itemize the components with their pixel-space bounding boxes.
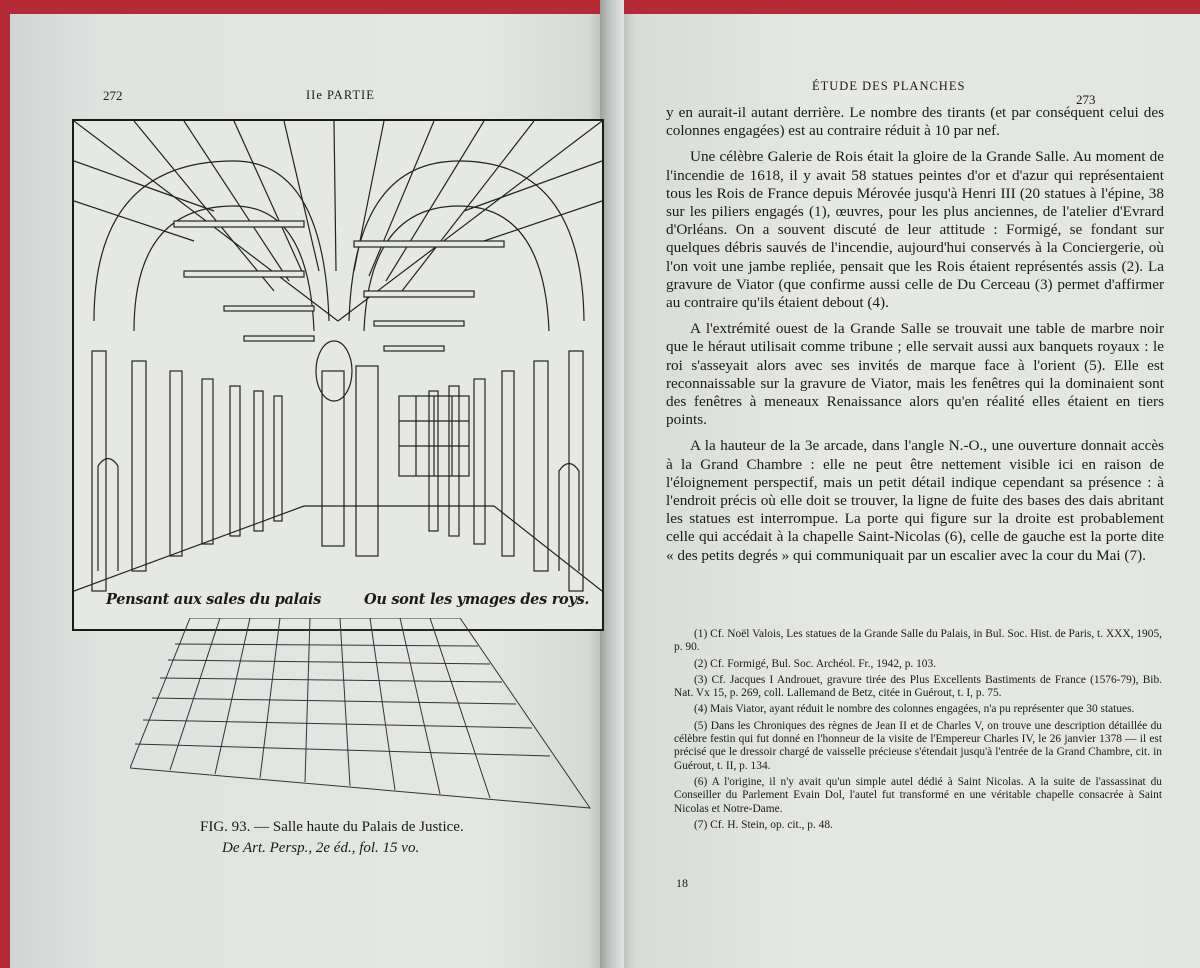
left-page (10, 14, 600, 968)
paragraph: A la hauteur de la 3e arcade, dans l'angle N.-O., une ouverture donnait accès à la Grand Chambre : elle ne peut être nettement visible ici en raison de l'éloignement perspectif, mais un petit détail indique cependant sa présence : à l'endroit précis où elle doit se trouver, la ligne de fuite des bases des dais abritant les statues est interrompue. La porte qui figure sur la droite est probablement celle qui accédait à la chapelle Saint-Nicolas (6), celle de gauche est la porte dite « des petits degrés » qui communiquait par un escalier avec la cour du Mai (7). (666, 437, 1164, 564)
paragraph: A l'extrémité ouest de la Grande Salle se trouvait une table de marbre noir que le héraut utilisait comme tribune ; elle servait aussi aux banquets royaux : le roi s'asseyait alors avec ses invités de marque face à l'orient (5). Elle est reconnaissable sur la gravure de Viator, mais les fenêtres qui la dominaient sont des fenêtres à meneaux Renaissance alors qu'en réalité elles étaient en tiers points. (666, 320, 1164, 429)
page-number-left: 272 (103, 88, 123, 103)
hall-engraving (74, 121, 602, 629)
figure-caption-line1: FIG. 93. — Salle haute du Palais de Justice. (200, 819, 464, 835)
paragraph: y en aurait-il autant derrière. Le nombre des tirants (et par conséquent celui des colonnes engagées) est au contraire réduit à 10 par nef. (666, 104, 1164, 140)
body-text (666, 104, 1164, 573)
woodcut-figure (72, 119, 604, 631)
running-head-right: ÉTUDE DES PLANCHES (812, 79, 966, 93)
banner-text-right: Ou sont les ymages des roys. (364, 591, 590, 608)
figure-caption-line2: De Art. Persp., 2e éd., fol. 15 vo. (222, 840, 420, 856)
footnote: (2) Cf. Formigé, Bul. Soc. Archéol. Fr., 1942, p. 103. (694, 657, 937, 670)
running-head-left: IIe PARTIE (306, 88, 375, 102)
right-page (624, 14, 1200, 968)
footnote: (5) Dans les Chroniques des règnes de Jean II et de Charles V, on trouve une description détaillée du célèbre festin qui fut donné en l'honneur de la visite de l'Empereur Charles IV, le 26 janvier 1378 — il est précisé que le dressoir chargé de vaisselle précieuse s'étendait jusqu'à l'entrée de la Grand Chambre, cit. in Guérout, t. II, p. 134. (674, 719, 1162, 772)
page-number-right: 273 (1076, 92, 1096, 107)
footnote: (7) Cf. H. Stein, op. cit., p. 48. (694, 818, 833, 831)
paragraph: Une célèbre Galerie de Rois était la gloire de la Grande Salle. Au moment de l'incendie de 1618, il y avait 58 statues peintes d'or et d'azur qui représentaient tous les Rois de France depuis Mérovée jusqu'à Henri III (20 statues à l'épine, 38 sur les piliers engagés (1), œuvres, pour les plus anciennes, de l'atelier d'Evrard d'Orléans. On a souvent discuté de leur attitude : Formigé, se fondant sur quelques débris sauvés de l'incendie, aujourd'hui conservés à la Conciergerie, où l'on voit une jambe repliée, pensait que les Rois étaient représentés assis (2). La gravure de Viator (que confirme aussi celle de Du Cerceau (3) permet d'affirmer au contraire qu'ils étaient debout (4). (666, 148, 1164, 312)
footnote: (4) Mais Viator, ayant réduit le nombre des colonnes engagées, n'a pu représenter que 30 statues. (694, 703, 1135, 716)
banner-text-left: Pensant aux sales du palais (106, 591, 322, 608)
signature-mark: 18 (676, 876, 688, 890)
perspective-floor-grid (130, 618, 600, 818)
footnote: (1) Cf. Noël Valois, Les statues de la Grande Salle du Palais, in Bul. Soc. Hist. de Paris, t. XXX, 1905, p. 90. (674, 628, 1162, 654)
footnotes (674, 628, 1162, 835)
footnote: (3) Cf. Jacques I Androuet, gravure tirée des Plus Excellents Bastiments de France (1576-79), Bib. Nat. Vx 15, p. 269, coll. Lallemand de Betz, citée in Guérout, t. I, p. 75. (674, 673, 1162, 700)
footnote: (6) A l'origine, il n'y avait qu'un simple autel dédié à Saint Nicolas. A la suite de l'assassinat du Conseiller du Parlement Evain Dol, l'autel fut transformé en une véritable chapelle consacrée à Saint Nicolas et Notre-Dame. (674, 775, 1162, 815)
red-backdrop-left (0, 0, 10, 968)
